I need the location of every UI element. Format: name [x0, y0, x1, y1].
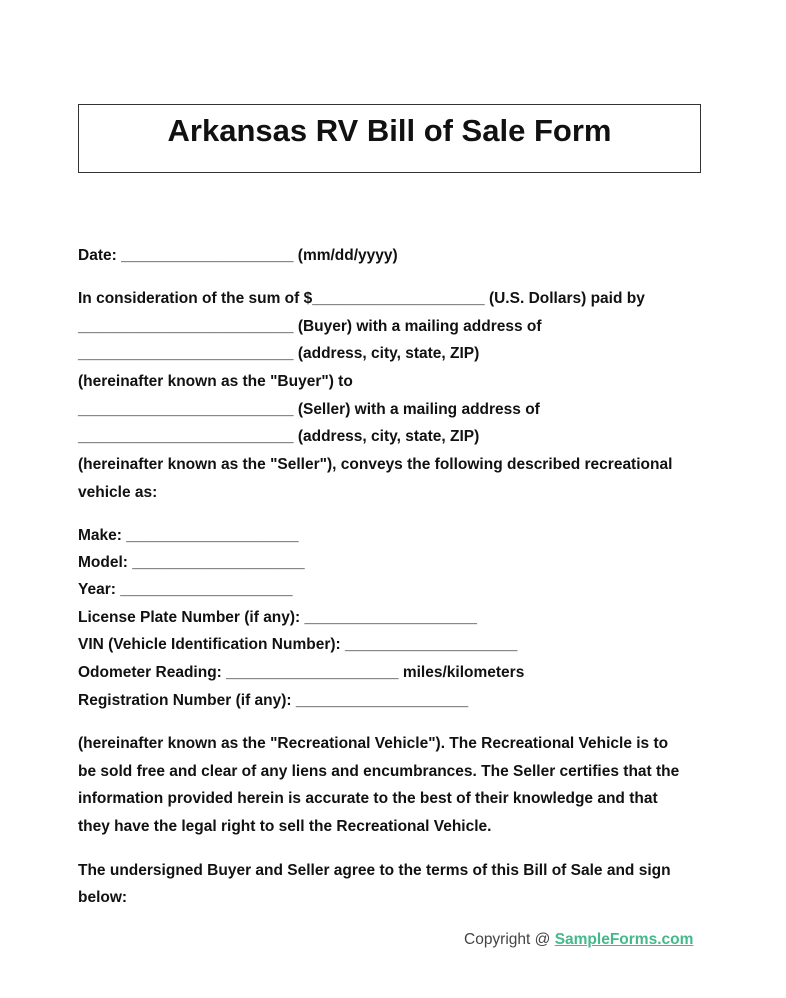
consideration-line: In consideration of the sum of $____________________ (U.S. Dollars) paid by	[78, 290, 645, 307]
vehicle-field-make: Make: ____________________	[78, 527, 299, 544]
vehicle-field-model: Model: ____________________	[78, 554, 305, 571]
agreement-line: below:	[78, 889, 128, 906]
title-box	[78, 104, 701, 173]
consideration-line: _________________________ (Seller) with a mailing address of	[78, 401, 540, 418]
vehicle-field-registration: Registration Number (if any): ____________________	[78, 692, 469, 709]
vehicle-field-odometer: Odometer Reading: ____________________ miles/kilometers	[78, 664, 525, 681]
vehicle-field-year: Year: ____________________	[78, 581, 293, 598]
consideration-line: (hereinafter known as the "Buyer") to	[78, 373, 353, 390]
certification-line: information provided herein is accurate to the best of their knowledge and that	[78, 790, 658, 807]
brand-link[interactable]: SampleForms.com	[554, 931, 694, 948]
certification-line: be sold free and clear of any liens and encumbrances. The Seller certifies that the	[78, 763, 680, 780]
consideration-line: _________________________ (Buyer) with a mailing address of	[78, 318, 542, 335]
page-title: Arkansas RV Bill of Sale Form	[167, 112, 612, 148]
agreement-line: The undersigned Buyer and Seller agree to the terms of this Bill of Sale and sign	[78, 862, 671, 879]
date-line: Date: ____________________ (mm/dd/yyyy)	[78, 247, 398, 264]
vehicle-field-vin: VIN (Vehicle Identification Number): ____________________	[78, 636, 518, 653]
certification-line: they have the legal right to sell the Recreational Vehicle.	[78, 818, 492, 835]
consideration-line: _________________________ (address, city, state, ZIP)	[78, 345, 480, 362]
certification-line: (hereinafter known as the "Recreational Vehicle"). The Recreational Vehicle is to	[78, 735, 669, 752]
consideration-line: (hereinafter known as the "Seller"), conveys the following described recreational	[78, 456, 673, 473]
copyright-prefix: Copyright @	[464, 931, 555, 948]
vehicle-field-license-plate: License Plate Number (if any): ____________________	[78, 609, 477, 626]
copyright-notice	[464, 931, 693, 949]
consideration-line: _________________________ (address, city, state, ZIP)	[78, 428, 480, 445]
consideration-line: vehicle as:	[78, 484, 158, 501]
